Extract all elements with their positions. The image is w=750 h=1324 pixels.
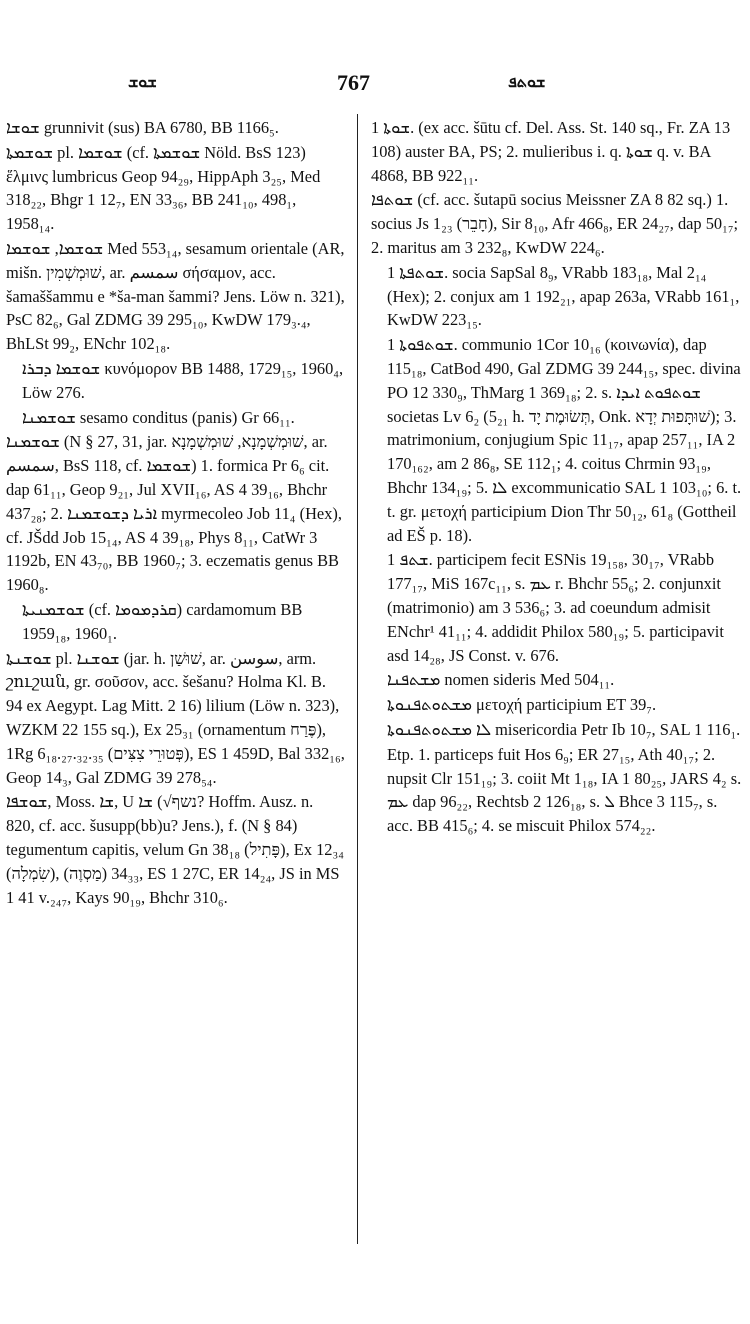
dictionary-subentry: ܫܘܫܡܐ ܕܒܪܐ κυνόμορον BB 1488, 1729₁₅, 1960₄, Löw 276. — [22, 358, 344, 402]
dictionary-entry: ܫܘܬܐ 1. (ex acc. šūtu cf. Del. Ass. St. 140 sq., Fr. ZA 13 108) auster BA, PS; 2. mulieribus i. q. ܫܘܬܐ q. v. BA 4868, BB 922₁₁. — [371, 118, 731, 185]
dictionary-subentry: ܫܘܬܦܬܐ 1. socia SapSal 8₉, VRabb 183₁₈, Mal 2₁₄ (Hex); 2. conjux am 1 192₂₁, apap 263a, VRabb 161₁, KwDW 223₁₅. — [387, 262, 740, 330]
dictionary-entry: ܫܘܫܡܬܐ pl. ܫܘܫܡܐ (cf. ܫܘܫܡܬܐ Nöld. BsS 123) ἕλμινς lumbricus Geop 94₂₉, HippAph 3₂₅, Med 318₂₂, Bhgr 1 12₇, EN 33₃₆, BB 241₁₀, 498₁, 1958₁₄. — [6, 142, 321, 234]
column-divider — [357, 114, 358, 1244]
running-head-right: ܫܘܬܦ — [508, 72, 546, 91]
dictionary-subentry: ܡܫܬܦܢܐ nomen sideris Med 504₁₁. — [387, 670, 615, 690]
page-number: 767 — [337, 70, 370, 95]
dictionary-entry: ܫܘܫܦܐ, Moss. ܫܐ, U ܫܐ (√נשף? Hoffm. Ausz. n. 820, cf. acc. šusupp(bb)u? Jens.), f. (N § 84) tegumentum capitis, velum Gn 38₁₈ (פָּתִיל), Ex 12₃₄ (שִׂמְלָה), 34₃₃ (מַסְוֶה), ES 1 27C, ER 14₂₄, JS in MS 1 41 v.₂₄₇, Kays 90₁₉, Bhchr 310₆. — [6, 792, 344, 907]
dictionary-subentry: Etp. 1. particeps fuit Hos 6₉; ER 27₁₅, Ath 40₁₇; 2. nupsit Clr 151₁₉; 3. coiit Mt 1₁₈, IA 1 80₂₅, JARS 4₂ s. ܥܡ dap 96₂₂, Rechtsb 2 126₁₈, s. ܠ Bhce 3 115₇, s. acc. BB 415₆; 4. se miscuit Philox 574₂₂. — [387, 744, 742, 836]
dictionary-entry: ܫܘܫܢܬܐ pl. ܫܘܫܢܐ (jar. h. שׁוּשַׁן, ar. سوسن, arm. շուշան, gr. σοῦσον, acc. šešanu? Holma Kl. B. 94 ex Aegypt. Lag Mitt. 2 16) lilium (Löw n. 323), WZKM 22 155 sq.), Ex 25₃₁ (ornamentum פֶּרַח), 1Rg 6₁₈.₂₇.₃₂.₃₅ (פְּטוּרֵי צִצִּים), ES 1 459D, Bal 332₁₆, Geop 14₃, Gal ZDMG 39 278₅₄. — [6, 648, 345, 787]
dictionary-subentry: ܫܬܦ 1. participem fecit ESNis 19₁₅₈, 30₁₇, VRabb 177₁₇, MiS 167c₁₁, s. ܥܡ r. Bhchr 55₆; 2. conjunxit (matrimonio) am 3 536₆; 3. ad coeundum admisit ENchr¹ 41₁₁; 4. addidit Philox 580₁₉; 5. participavit asd 14₂₈, JS Const. v. 676. — [387, 550, 724, 665]
dictionary-entry: ܫܘܫܡܐ, ܫܘܫܡܐ Med 553₁₄, sesamum orientale (AR, mišn. שׁוּמְשְׁמִין, ar. سمسم σήσαμον, acc. šamaššammu e *ša-man šammi? Jens. Löw n. 321), PsC 82₆, Gal ZDMG 39 295₁₀, KwDW 179₃.₄, BhLSt 99₂, ENchr 102₁₈. — [6, 238, 345, 354]
right-column — [371, 116, 742, 839]
running-head-left: ܫܘܫ — [128, 72, 157, 91]
dictionary-subentry: ܫܘܫܡܢܐ sesamo conditus (panis) Gr 66₁₁. — [22, 407, 295, 427]
dictionary-subentry: ܫܘܬܦܘܬܐ 1. communio 1Cor 10₁₆ (κοινωνία), dap 115₁₈, CatBod 490, Gal ZDMG 39 244₁₅, spec. divina PO 12 330₉, ThMarg 1 369₁₈; 2. s. ܫܘܬܦܘܬ ܐܝܕܐ societas Lv 6₂ (5₂₁ h. תְּשׂוּמֶת יָד, Onk. שׁוּתָּפוּת יְדָא); 3. matrimonium, conjugium Spic 11₁₇, apap 257₁₁, IA 2 170₁₆₂, am 2 86₈, SE 112₁; 4. coitus Chrmin 93₁₉, Bhchr 134₁₉; 5. ܠܐ excommunicatio SAL 1 103₁₀; 6. t. t. gr. μετοχή participium Dion Thr 50₁₂, 61₈ (Gottheil ad EŠ p. 18). — [387, 335, 742, 545]
dictionary-entry: ܫܘܫܐ grunnivit (sus) BA 6780, BB 1166₅. — [6, 118, 279, 137]
dictionary-subentry: ܫܘܫܡܢܝܬܐ (cf. ܩܪܕܡܘܡܐ) cardamomum BB 1959₁₈, 1960₁. — [22, 599, 303, 643]
dictionary-entry: ܫܘܫܡܢܐ (N § 27, 31, jar. שׁוּמְשְׁמָנָא, שׁוּמְשְׁמָנָא, ar. سمسم, BsS 118, cf. ܫܘܫܡܐ) 1. formica Pr 6₆ cit. dap 61₁₁, Geop 9₂₁, Jul XVII₁₆, AS 4 39₁₆, Bhchr 437₂₈; 2. ܐܪܝܐ ܕܫܘܫܡܢܐ myrmecoleo Job 11₄ (Hex), cf. JŠdd Job 15₁₄, AS 4 39₁₈, Phys 8₁₁, CatWr 3 1192b, EN 43₇₀, BB 1960₇; 3. eczematis genus BB 1960₈. — [6, 432, 342, 595]
dictionary-entry: ܫܘܬܦܐ (cf. acc. šutapū socius Meissner ZA 8 82 sq.) 1. socius Js 1₂₃ (חָבֵר), Sir 8₁₀, Afr 466₈, ER 24₂₇, dap 50₁₇; 2. maritus am 3 232₈, KwDW 224₆. — [371, 190, 739, 257]
dictionary-subentry: ܠܐ ܡܫܬܘܬܦܢܘܬܐ misericordia Petr Ib 10₇, SAL 1 116₁. — [387, 719, 741, 739]
dictionary-subentry: ܡܫܬܘܬܦܢܘܬܐ μετοχή participium ET 39₇. — [387, 695, 657, 715]
page-header — [0, 70, 750, 100]
left-column — [6, 116, 345, 910]
